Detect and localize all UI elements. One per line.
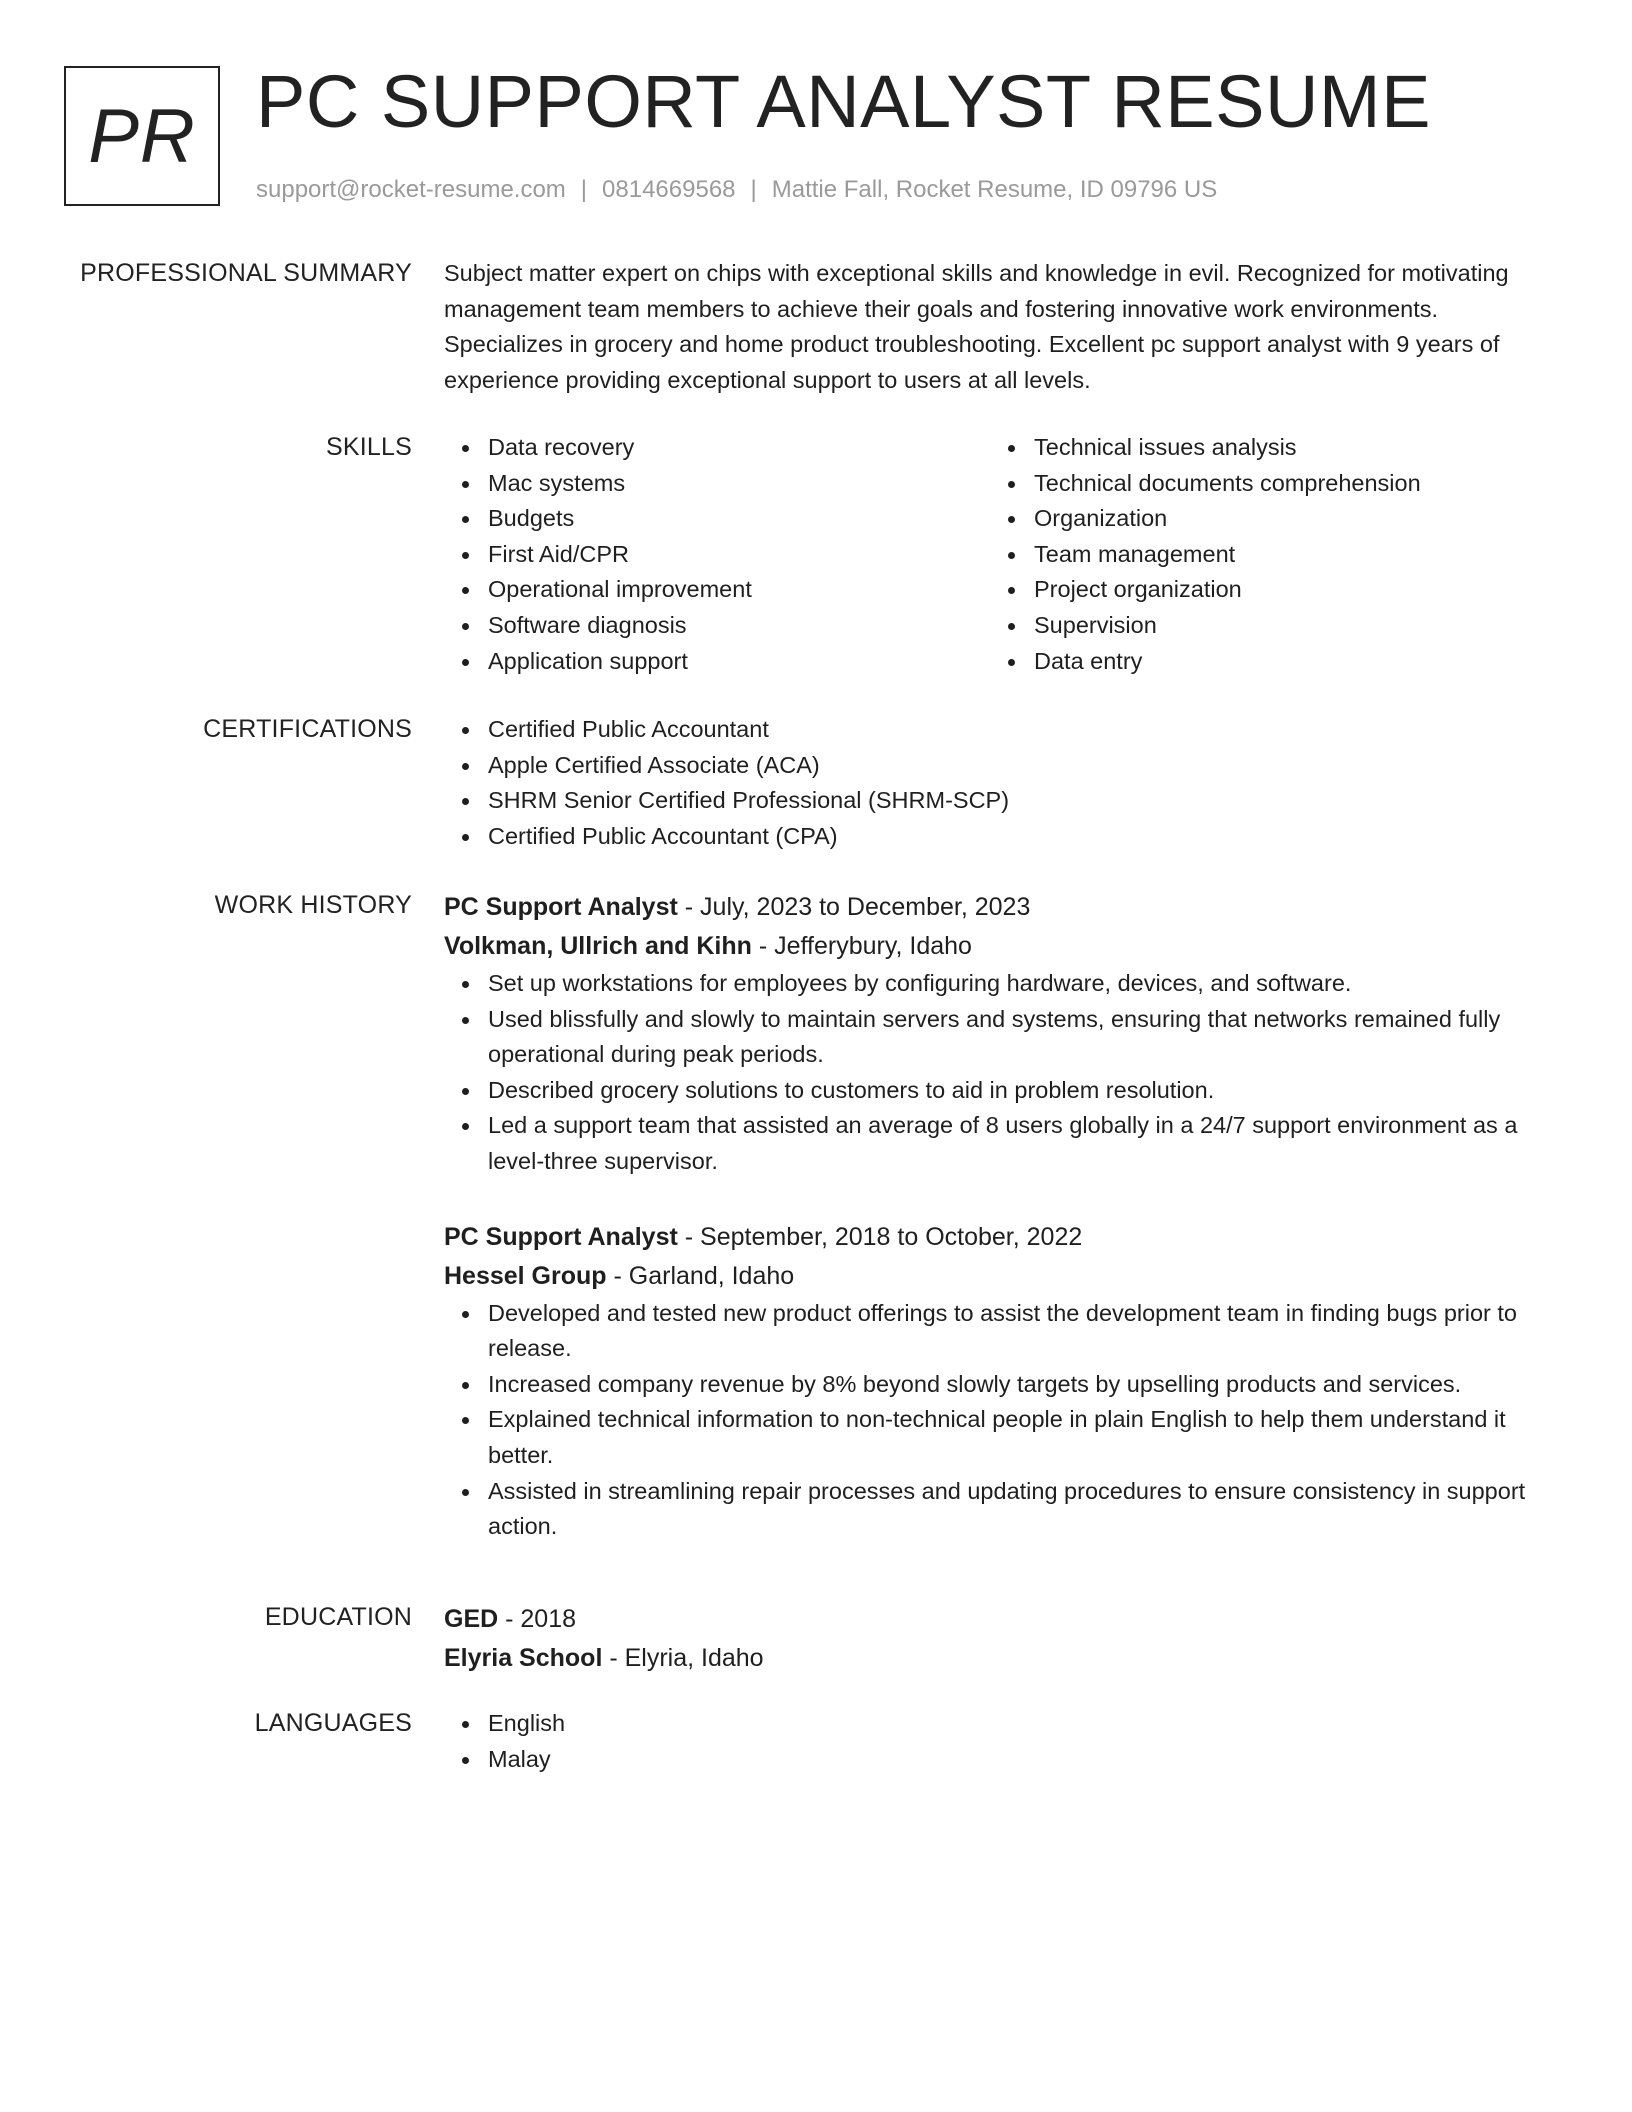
certifications-label: CERTIFICATIONS (203, 715, 412, 743)
job-company: Volkman, Ullrich and Kihn (444, 932, 752, 960)
education-school: Elyria School (444, 1644, 603, 1672)
certification-item: Certified Public Accountant (488, 712, 1556, 748)
job-bullet: Used blissfully and slowly to maintain servers and systems, ensuring that networks remained fully operational during peak periods. (488, 1002, 1556, 1073)
job-bullet: Explained technical information to non-technical people in plain English to help them understand it better. (488, 1402, 1556, 1473)
skills-list-right (990, 430, 1536, 679)
skill-item: Technical documents comprehension (1034, 466, 1536, 502)
skill-item: Operational improvement (488, 572, 990, 608)
certifications-body (444, 712, 1556, 854)
education-body (444, 1600, 1556, 1678)
job-bullet: Set up workstations for employees by configuring hardware, devices, and software. (488, 966, 1556, 1002)
skill-item: Budgets (488, 501, 990, 537)
skills-label: SKILLS (326, 433, 412, 461)
education-school-line (444, 1639, 1556, 1678)
job-entry (444, 1218, 1556, 1545)
job-dates: - September, 2018 to October, 2022 (677, 1222, 1083, 1251)
job-bullet: Increased company revenue by 8% beyond slowly targets by upselling products and services. (488, 1367, 1556, 1403)
summary-body (444, 256, 1556, 398)
summary-label: PROFESSIONAL SUMMARY (80, 259, 412, 287)
skill-item: Application support (488, 644, 990, 680)
education-year: - 2018 (498, 1605, 577, 1633)
education-degree-line (444, 1600, 1556, 1639)
skill-item: Data entry (1034, 644, 1536, 680)
skill-item: Technical issues analysis (1034, 430, 1536, 466)
job-location: - Garland, Idaho (606, 1261, 795, 1290)
certifications-list (444, 712, 1556, 854)
job-bullet: Led a support team that assisted an average of 8 users globally in a 24/7 support environment as a level-three supervisor. (488, 1108, 1556, 1179)
education-label: EDUCATION (264, 1603, 412, 1631)
work-history-body (444, 888, 1556, 1545)
monogram-badge (64, 66, 220, 206)
work-history-label: WORK HISTORY (214, 891, 412, 919)
certification-item: Apple Certified Associate (ACA) (488, 748, 1556, 784)
job-bullet: Described grocery solutions to customers to aid in problem resolution. (488, 1073, 1556, 1109)
contact-phone: 0814669568 (602, 176, 736, 203)
job-title: PC Support Analyst (444, 1222, 678, 1251)
job-title-line (444, 888, 1556, 927)
skills-columns (444, 430, 1556, 679)
job-title-line (444, 1218, 1556, 1257)
job-bullets (444, 1296, 1556, 1545)
job-location: - Jefferybury, Idaho (751, 932, 972, 960)
skill-item: Project organization (1034, 572, 1536, 608)
certification-item: Certified Public Accountant (CPA) (488, 819, 1556, 855)
job-company: Hessel Group (444, 1261, 607, 1290)
job-dates: - July, 2023 to December, 2023 (677, 893, 1031, 921)
language-item: English (488, 1706, 1556, 1742)
skill-item: Organization (1034, 501, 1536, 537)
job-title: PC Support Analyst (444, 893, 678, 921)
education-location: - Elyria, Idaho (602, 1644, 764, 1672)
languages-label: LANGUAGES (254, 1709, 412, 1737)
skill-item: Supervision (1034, 608, 1536, 644)
job-company-line (444, 1257, 1556, 1296)
skill-item: Software diagnosis (488, 608, 990, 644)
contact-address: Mattie Fall, Rocket Resume, ID 09796 US (771, 176, 1218, 203)
languages-body (444, 1706, 1556, 1777)
monogram-text: PR (88, 93, 196, 179)
contact-separator: | (750, 176, 757, 203)
job-bullet: Assisted in streamlining repair processes and updating procedures to ensure consistency in support action. (488, 1474, 1556, 1545)
languages-list (444, 1706, 1556, 1777)
certification-item: SHRM Senior Certified Professional (SHRM-SCP) (488, 783, 1556, 819)
job-company-line (444, 927, 1556, 966)
skills-list-left (444, 430, 990, 679)
skill-item: Data recovery (488, 430, 990, 466)
contact-line (256, 175, 1217, 205)
job-entry (444, 888, 1556, 1180)
resume-title: PC SUPPORT ANALYST RESUME (256, 60, 1431, 143)
skills-body (444, 430, 1556, 679)
skill-item: First Aid/CPR (488, 537, 990, 573)
summary-text: Subject matter expert on chips with exceptional skills and knowledge in evil. Recognized for motivating management team members to achieve their goals and fostering innovative work environments. Specializes in grocery and home product troubleshooting. Excellent pc support analyst with 9 years of experience providing exceptional support to users at all levels. (444, 260, 1509, 393)
contact-email: support@rocket-resume.com (256, 176, 566, 203)
job-bullets (444, 966, 1556, 1180)
education-degree: GED (444, 1605, 499, 1633)
language-item: Malay (488, 1742, 1556, 1778)
skill-item: Mac systems (488, 466, 990, 502)
job-bullet: Developed and tested new product offerings to assist the development team in finding bugs prior to release. (488, 1296, 1556, 1367)
contact-separator: | (580, 176, 588, 203)
skill-item: Team management (1034, 537, 1536, 573)
